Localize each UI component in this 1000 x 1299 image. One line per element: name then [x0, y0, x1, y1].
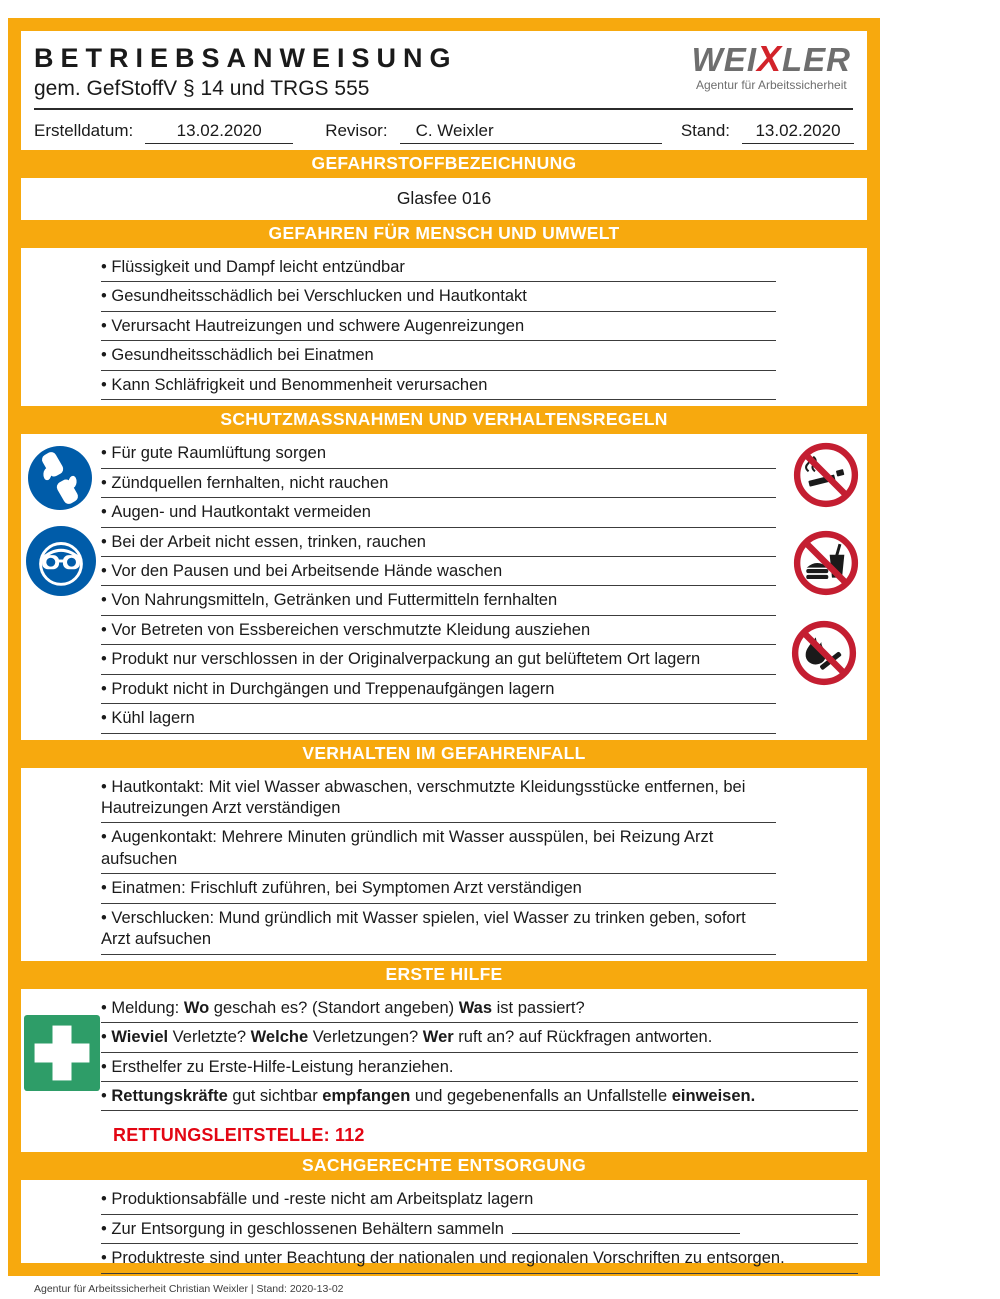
list-item: • Produkt nicht in Durchgängen und Treppenaufgängen lagern: [101, 675, 776, 704]
list-item: • Einatmen: Frischluft zuführen, bei Symptomen Arzt verständigen: [101, 874, 776, 903]
disposal-list: [21, 1185, 867, 1273]
protection-section: [21, 434, 867, 739]
list-item: [101, 1215, 858, 1244]
list-item: • Augen- und Hautkontakt vermeiden: [101, 498, 776, 527]
brand-wordmark-pre: WEI: [691, 41, 757, 78]
emergency-behaviour-list: [21, 773, 867, 955]
no-eating-or-drinking-icon: [793, 530, 859, 596]
list-item: • Flüssigkeit und Dampf leicht entzündbar: [101, 253, 776, 282]
section-header-erste-hilfe: ERSTE HILFE: [21, 961, 867, 989]
list-item: • Produkt nur verschlossen in der Originalverpackung an gut belüftetem Ort lagern: [101, 645, 776, 674]
list-item: • Kann Schläfrigkeit und Benommenheit verursachen: [101, 371, 776, 400]
fill-in-blank: [512, 1220, 740, 1234]
section-header-gefahren: GEFAHREN FÜR MENSCH UND UMWELT: [21, 220, 867, 248]
list-item: • Hautkontakt: Mit viel Wasser abwaschen, verschmutzte Kleidungsstücke entfernen, bei Hautreizungen Arzt verständigen: [101, 773, 776, 824]
hazard-list: [21, 253, 867, 400]
header-divider: [34, 108, 853, 110]
list-item: • Rettungskräfte gut sichtbar empfangen und gegebenenfalls an Unfallstelle einweisen.: [101, 1082, 858, 1111]
list-item: • Verschlucken: Mund gründlich mit Wasser spielen, viel Wasser zu trinken geben, sofort Arzt aufsuchen: [101, 904, 776, 955]
list-item: • Produktionsabfälle und -reste nicht am Arbeitsplatz lagern: [101, 1185, 858, 1214]
footer-note: Agentur für Arbeitssicherheit Christian Weixler | Stand: 2020-13-02: [34, 1282, 344, 1295]
brand-tagline: Agentur für Arbeitssicherheit: [695, 78, 847, 92]
document-subtitle: gem. GefStoffV § 14 und TRGS 555: [34, 77, 370, 101]
list-item: • Ersthelfer zu Erste-Hilfe-Leistung heranziehen.: [101, 1053, 858, 1082]
revisor-label: Revisor:: [325, 121, 388, 141]
list-item: • Kühl lagern: [101, 704, 776, 733]
list-item: • Von Nahrungsmitteln, Getränken und Futtermitteln fernhalten: [101, 586, 776, 615]
brand-wordmark-post: LER: [782, 41, 851, 78]
section-header-gefahrenfall: VERHALTEN IM GEFAHRENFALL: [21, 740, 867, 768]
section-header-schutzmassnahmen: SCHUTZMASSNAHMEN UND VERHALTENSREGELN: [21, 406, 867, 434]
protection-list: [21, 439, 867, 733]
substance-name: Glasfee 016: [396, 188, 492, 209]
revisor-value: C. Weixler: [400, 121, 662, 144]
wear-protective-gloves-icon: [28, 446, 92, 510]
section-header-entsorgung: SACHGERECHTE ENTSORGUNG: [21, 1152, 867, 1180]
list-item: • Vor den Pausen und bei Arbeitsende Hände waschen: [101, 557, 776, 586]
stand-label: Stand:: [680, 121, 730, 141]
created-value: 13.02.2020: [145, 121, 293, 144]
brand-logo: [691, 38, 851, 92]
page-frame: [8, 18, 880, 1295]
list-item: • Gesundheitsschädlich bei Einatmen: [101, 341, 776, 370]
meta-row: [21, 110, 867, 150]
no-open-flame-icon: [791, 620, 857, 686]
list-item: • Produktreste sind unter Beachtung der nationalen und regionalen Vorschriften zu entsorgen.: [101, 1244, 858, 1273]
list-item: • Zündquellen fernhalten, nicht rauchen: [101, 469, 776, 498]
list-item: • Augenkontakt: Mehrere Minuten gründlich mit Wasser ausspülen, bei Reizung Arzt aufsuchen: [101, 823, 776, 874]
list-item: • Wieviel Verletzte? Welche Verletzungen? Wer ruft an? auf Rückfragen antworten.: [101, 1023, 858, 1052]
wear-eye-protection-icon: [26, 526, 96, 596]
stand-value: 13.02.2020: [742, 121, 854, 144]
list-item: • Verursacht Hautreizungen und schwere Augenreizungen: [101, 312, 776, 341]
list-item: • Gesundheitsschädlich bei Verschlucken und Hautkontakt: [101, 282, 776, 311]
list-item-text: Zur Entsorgung in geschlossenen Behältern sammeln: [111, 1219, 504, 1238]
section-header-gefahrstoffbezeichnung: GEFAHRSTOFFBEZEICHNUNG: [21, 150, 867, 178]
list-item: • Meldung: Wo geschah es? (Standort angeben) Was ist passiert?: [101, 994, 858, 1023]
list-item: • Vor Betreten von Essbereichen verschmutzte Kleidung ausziehen: [101, 616, 776, 645]
list-item: • Bei der Arbeit nicht essen, trinken, rauchen: [101, 528, 776, 557]
first-aid-list: [21, 994, 867, 1112]
list-item: • Für gute Raumlüftung sorgen: [101, 439, 776, 468]
first-aid-cross-icon: [24, 1015, 100, 1091]
document-title: BETRIEBSANWEISUNG: [34, 43, 458, 73]
brand-check-icon: X: [756, 38, 782, 79]
brand-wordmark: [691, 38, 851, 79]
no-smoking-icon: [793, 442, 859, 508]
first-aid-section: [21, 989, 867, 1153]
emergency-number: RETTUNGSLEITSTELLE: 112: [113, 1125, 365, 1146]
document-header: [21, 31, 867, 110]
created-label: Erstelldatum:: [34, 121, 134, 141]
